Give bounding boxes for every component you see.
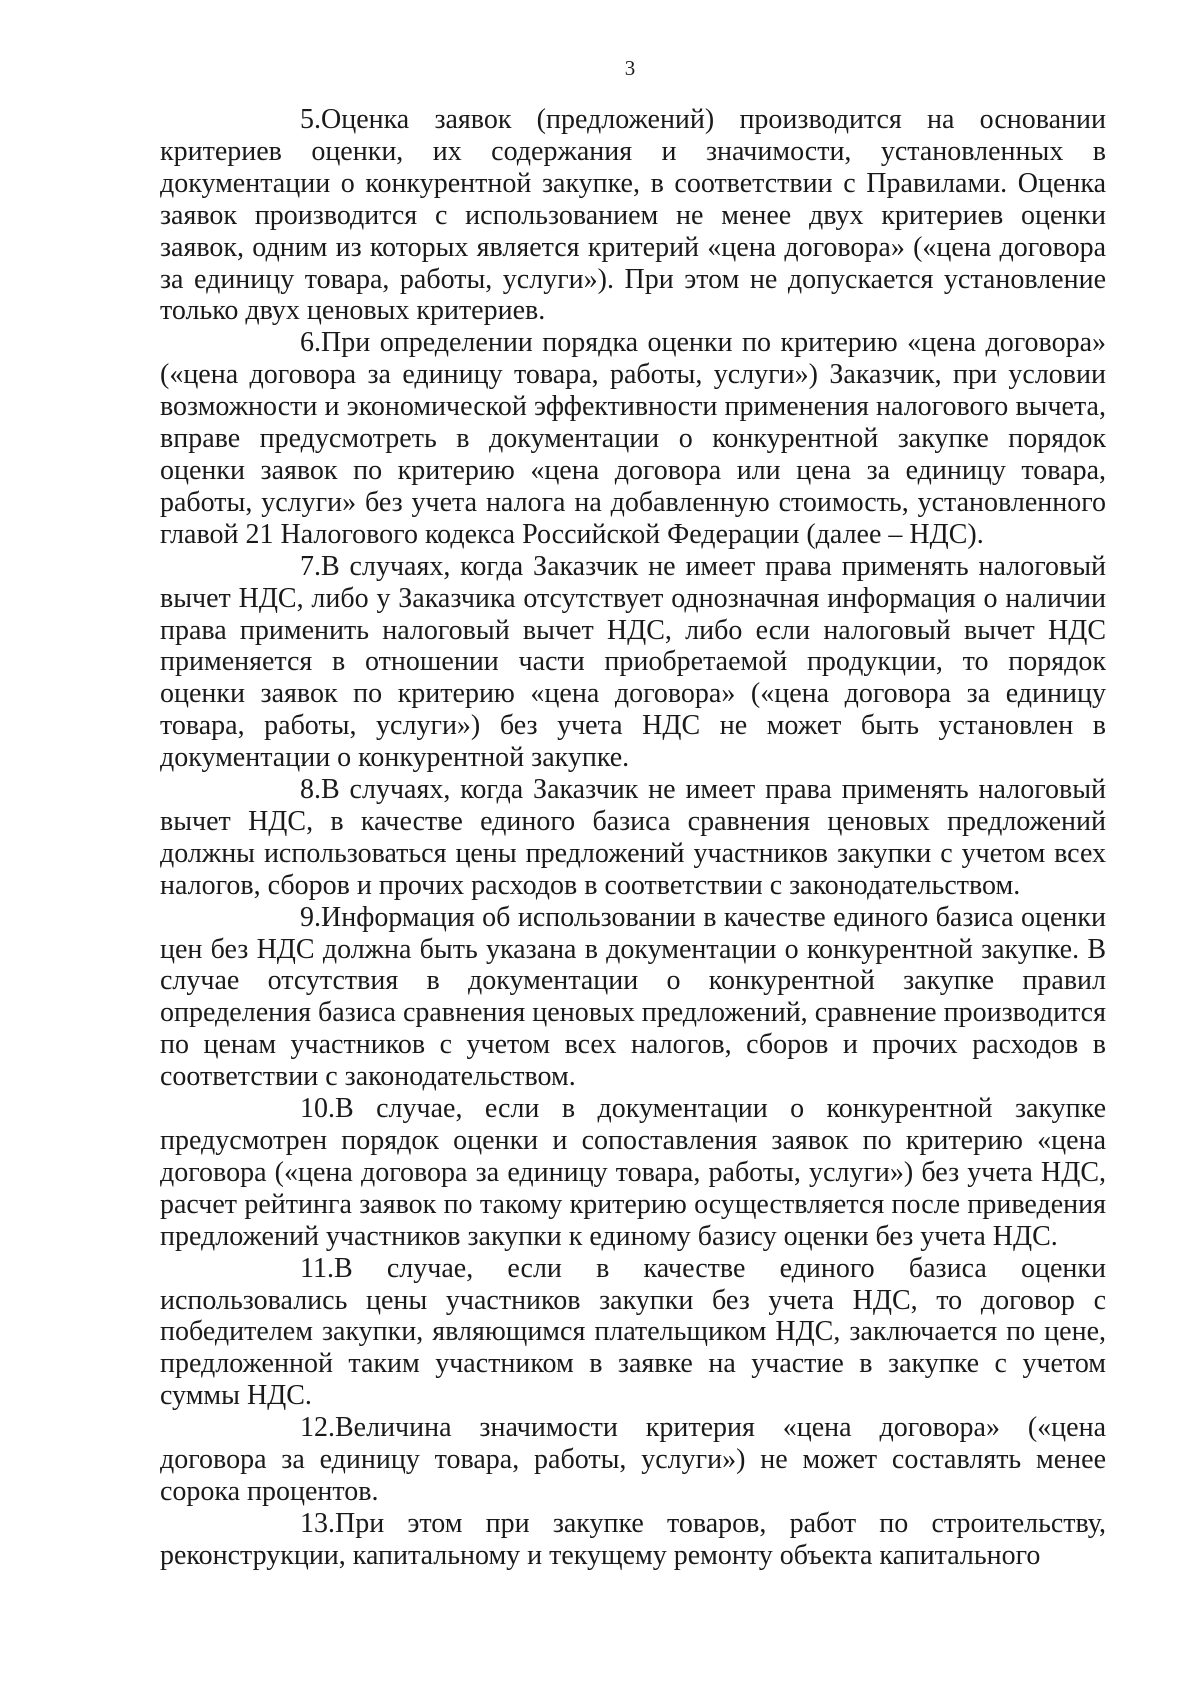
paragraph-text: В случаях, когда Заказчик не имеет права применять налоговый вычет НДС, либо у Заказчика отсутствует однозначная информация о наличии права применить налоговый вычет НДС, либо если налоговый вычет НДС применяется в отношении части приобретаемой продукции, то порядок оценки заявок по критерию «цена договора» («цена договора за единицу товара, работы, услуги») без учета НДС не может быть установлен в документации о конкурентной закупке. <box>160 550 1106 774</box>
paragraph-text: В случае, если в документации о конкурентной закупке предусмотрен порядок оценки и сопоставления заявок по критерию «цена договора («цена договора за единицу товара, работы, услуги») без учета НДС, расчет рейтинга заявок по такому критерию осуществляется после приведения предложений участников закупки к единому базису оценки без учета НДС. <box>160 1093 1106 1252</box>
paragraph-text: При определении порядка оценки по критерию «цена договора» («цена договора за единицу товара, работы, услуги») Заказчик, при условии возможности и экономической эффективности применения налогового вычета, вправе предусмотреть в документации о конкурентной закупке порядок оценки заявок по критерию «цена договора или цена за единицу товара, работы, услуги» без учета налога на добавленную стоимость, установленного главой 21 Налогового кодекса Российской Федерации (далее – НДС). <box>160 327 1106 550</box>
paragraph-9 <box>160 902 1106 1093</box>
paragraph-text: Оценка заявок (предложений) производится на основании критериев оценки, их содержания и значимости, установленных в документации о конкурентной закупке, в соответствии с Правилами. Оценка заявок производится с использованием не менее двух критериев оценки заявок, одним из которых является критерий «цена договора» («цена договора за единицу товара, работы, услуги»). При этом не допускается установление только двух ценовых критериев. <box>160 104 1106 327</box>
paragraph-text: В случае, если в качестве единого базиса оценки использовались цены участников закупки без учета НДС, то договор с победителем закупки, являющимся плательщиком НДС, заключается по цене, предложенной таким участником в заявке на участие в закупке с учетом суммы НДС. <box>160 1252 1106 1412</box>
paragraph-text: При этом при закупке товаров, работ по строительству, реконструкции, капитальному и текущему ремонту объекта капитального <box>160 1507 1106 1571</box>
paragraph-number: 7. <box>300 550 321 582</box>
paragraph-12 <box>160 1412 1106 1508</box>
paragraph-number: 12. <box>300 1412 335 1444</box>
paragraph-8 <box>160 774 1106 902</box>
paragraph-number: 6. <box>300 327 321 359</box>
paragraph-13 <box>160 1508 1106 1572</box>
paragraph-text: Информация об использовании в качестве единого базиса оценки цен без НДС должна быть указана в документации о конкурентной закупке. В случае отсутствия в документации о конкурентной закупке правил определения базиса сравнения ценовых предложений, сравнение производится по ценам участников с учетом всех налогов, сборов и прочих расходов в соответствии с законодательством. <box>160 901 1106 1093</box>
paragraph-number: 9. <box>300 901 321 933</box>
paragraph-5 <box>160 104 1106 327</box>
paragraph-7 <box>160 551 1106 774</box>
paragraph-number: 13. <box>300 1507 335 1539</box>
document-body <box>160 104 1106 1572</box>
paragraph-6 <box>160 327 1106 550</box>
paragraph-number: 11. <box>300 1252 334 1284</box>
paragraph-number: 8. <box>300 774 321 806</box>
paragraph-text: В случаях, когда Заказчик не имеет права применять налоговый вычет НДС, в качестве единого базиса сравнения ценовых предложений должны использоваться цены предложений участников закупки с учетом всех налогов, сборов и прочих расходов в соответствии с законодательством. <box>160 774 1106 901</box>
paragraph-10 <box>160 1093 1106 1253</box>
paragraph-text: Величина значимости критерия «цена договора» («цена договора за единицу товара, работы, услуги») не может составлять менее сорока процентов. <box>160 1412 1106 1507</box>
paragraph-number: 10. <box>300 1093 335 1125</box>
page-number: 3 <box>624 56 636 80</box>
paragraph-number: 5. <box>300 104 321 135</box>
paragraph-11 <box>160 1253 1106 1413</box>
